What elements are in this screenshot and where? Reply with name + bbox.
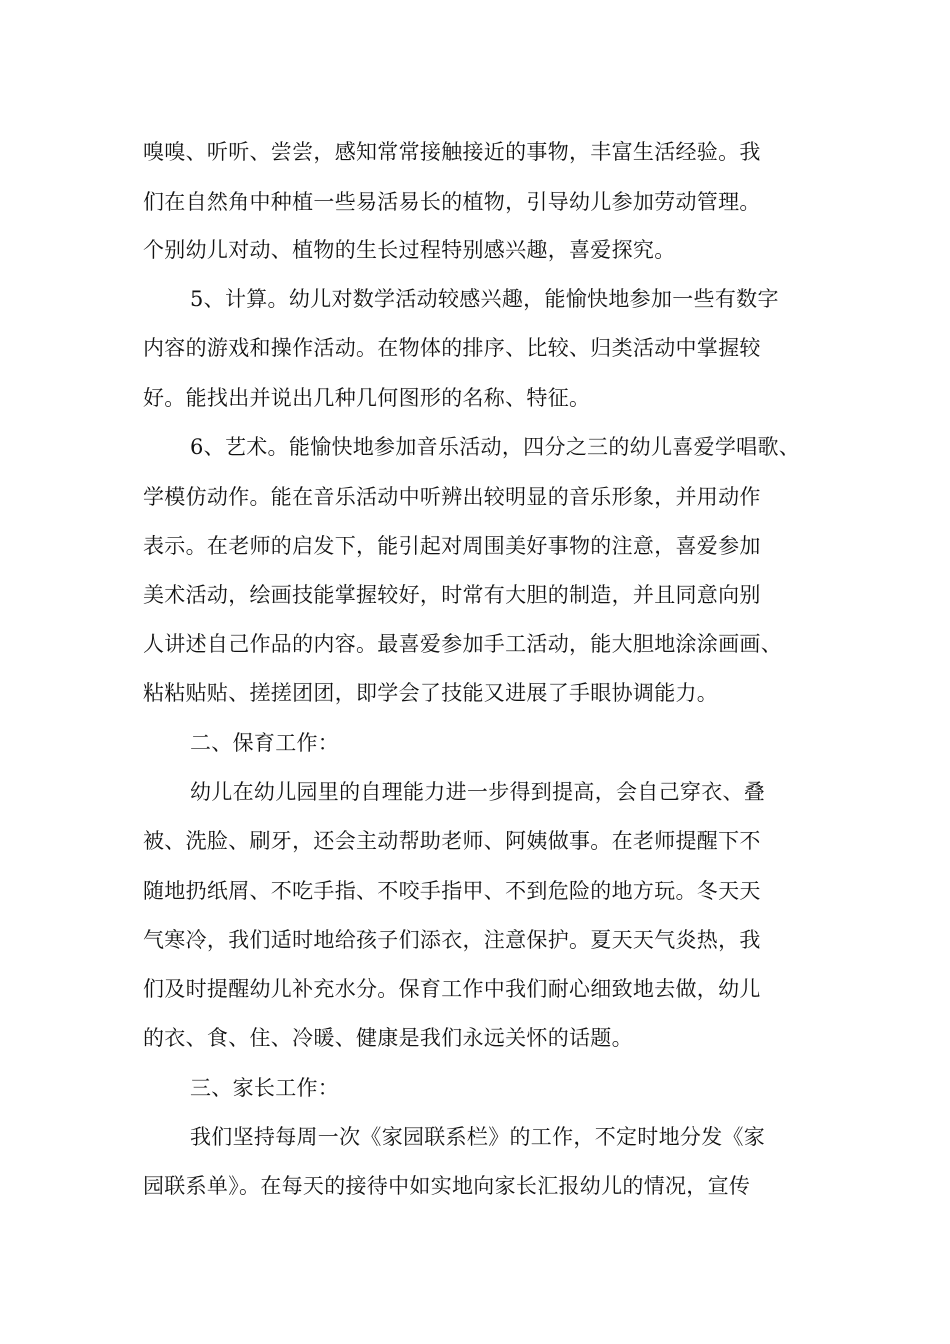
paragraph-start-line: 5、计算。幼儿对数学活动较感兴趣，能愉快地参加一些有数字 <box>190 287 779 311</box>
body-text-line: 们在自然角中种植一些易活易长的植物，引导幼儿参加劳动管理。 <box>143 190 761 214</box>
paragraph-start-line: 6、艺术。能愉快地参加音乐活动，四分之三的幼儿喜爱学唱歌、 <box>190 435 801 459</box>
body-text-line: 气寒冷，我们适时地给孩子们添衣，注意保护。夏天天气炎热，我 <box>143 928 761 952</box>
section-heading: 二、保育工作： <box>190 731 340 755</box>
body-text-line: 美术活动，绘画技能掌握较好，时常有大胆的制造，并且同意向别 <box>143 583 761 607</box>
body-text-line: 学模仿动作。能在音乐活动中听辨出较明显的音乐形象，并用动作 <box>143 485 761 509</box>
body-text-line: 园联系单》。在每天的接待中如实地向家长汇报幼儿的情况，宣传 <box>143 1174 751 1198</box>
body-text-line: 内容的游戏和操作活动。在物体的排序、比较、归类活动中掌握较 <box>143 336 761 360</box>
body-text-line: 们及时提醒幼儿补充水分。保育工作中我们耐心细致地去做，幼儿 <box>143 977 761 1001</box>
body-text-line: 的衣、食、住、冷暖、健康是我们永远关怀的话题。 <box>143 1026 633 1050</box>
body-text-line: 好。能找出并说出几种几何图形的名称、特征。 <box>143 386 591 410</box>
body-text-line: 表示。在老师的启发下，能引起对周围美好事物的注意，喜爱参加 <box>143 534 761 558</box>
body-text-line: 人讲述自己作品的内容。最喜爱参加手工活动，能大胆地涂涂画画、 <box>143 632 782 656</box>
body-text-line: 个别幼儿对动、植物的生长过程特别感兴趣，喜爱探究。 <box>143 238 676 262</box>
paragraph-start-line: 幼儿在幼儿园里的自理能力进一步得到提高，会自己穿衣、叠 <box>190 780 766 804</box>
body-text-line: 随地扔纸屑、不吃手指、不咬手指甲、不到危险的地方玩。冬天天 <box>143 879 761 903</box>
section-heading: 三、家长工作： <box>190 1076 340 1100</box>
body-text-line: 嗅嗅、听听、尝尝，感知常常接触接近的事物，丰富生活经验。我 <box>143 140 761 164</box>
body-text-line: 粘粘贴贴、搓搓团团，即学会了技能又进展了手眼协调能力。 <box>143 681 719 705</box>
paragraph-start-line: 我们坚持每周一次《家园联系栏》的工作，不定时地分发《家 <box>190 1125 766 1149</box>
body-text-line: 被、洗脸、刷牙，还会主动帮助老师、阿姨做事。在老师提醒下不 <box>143 829 761 853</box>
